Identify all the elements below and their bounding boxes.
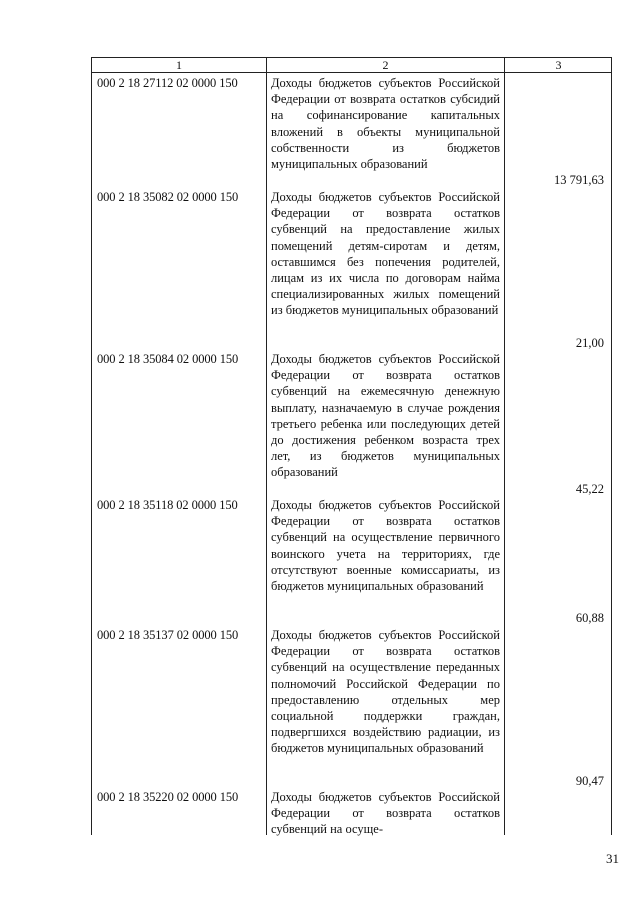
revenue-description: Доходы бюджетов субъектов Российской Федерации от возврата остатков субвенций на осуще- (271, 790, 500, 837)
revenue-table (91, 57, 612, 835)
budget-code: 000 2 18 35118 02 0000 150 (97, 498, 238, 512)
header-divider (92, 72, 611, 73)
column-header-3: 3 (555, 58, 562, 72)
budget-code: 000 2 18 35220 02 0000 150 (97, 790, 239, 804)
amount: 60,88 (575, 611, 604, 625)
budget-code: 000 2 18 35084 02 0000 150 (97, 352, 239, 366)
budget-code: 000 2 18 35082 02 0000 150 (97, 190, 239, 204)
revenue-description: Доходы бюджетов субъектов Российской Федерации от возврата остатков субвенций на предоставление жилых помещений детям-сиротам и детям, оставшимся без попечения родителей, лицам из их числа по договорам найма специализированных жилых помещений из бюджетов муниципальных образований (271, 190, 500, 318)
budget-code: 000 2 18 35137 02 0000 150 (97, 628, 239, 642)
budget-code: 000 2 18 27112 02 0000 150 (97, 76, 238, 90)
revenue-description: Доходы бюджетов субъектов Российской Федерации от возврата остатков субвенций на осуществление переданных полномочий Российской Федерации по предоставлению отдельных мер социальной поддержки граждан, подвергшихся воздействию радиации, из бюджетов муниципальных образований (271, 628, 500, 756)
column-header-2: 2 (382, 58, 389, 72)
revenue-description: Доходы бюджетов субъектов Российской Федерации от возврата остатков субсидий на софинансирование капитальных вложений в объекты муниципальной собственности из бюджетов муниципальных образований (271, 76, 500, 172)
column-divider (266, 58, 267, 835)
revenue-description: Доходы бюджетов субъектов Российской Федерации от возврата остатков субвенций на осуществление первичного воинского учета на территориях, где отсутствуют военные комиссариаты, из бюджетов муниципальных образований (271, 498, 500, 594)
amount: 45,22 (575, 482, 604, 496)
amount: 21,00 (575, 336, 604, 350)
revenue-description: Доходы бюджетов субъектов Российской Федерации от возврата остатков субвенций на ежемесячную денежную выплату, назначаемую в случае рождения третьего ребенка или последующих детей до достижения ребенком возраста трех лет, из бюджетов муниципальных образований (271, 352, 500, 480)
amount: 90,47 (575, 774, 604, 788)
column-header-1: 1 (176, 58, 182, 72)
page-number: 31 (606, 851, 619, 866)
amount: 13 791,63 (554, 173, 604, 187)
column-divider (504, 58, 505, 835)
